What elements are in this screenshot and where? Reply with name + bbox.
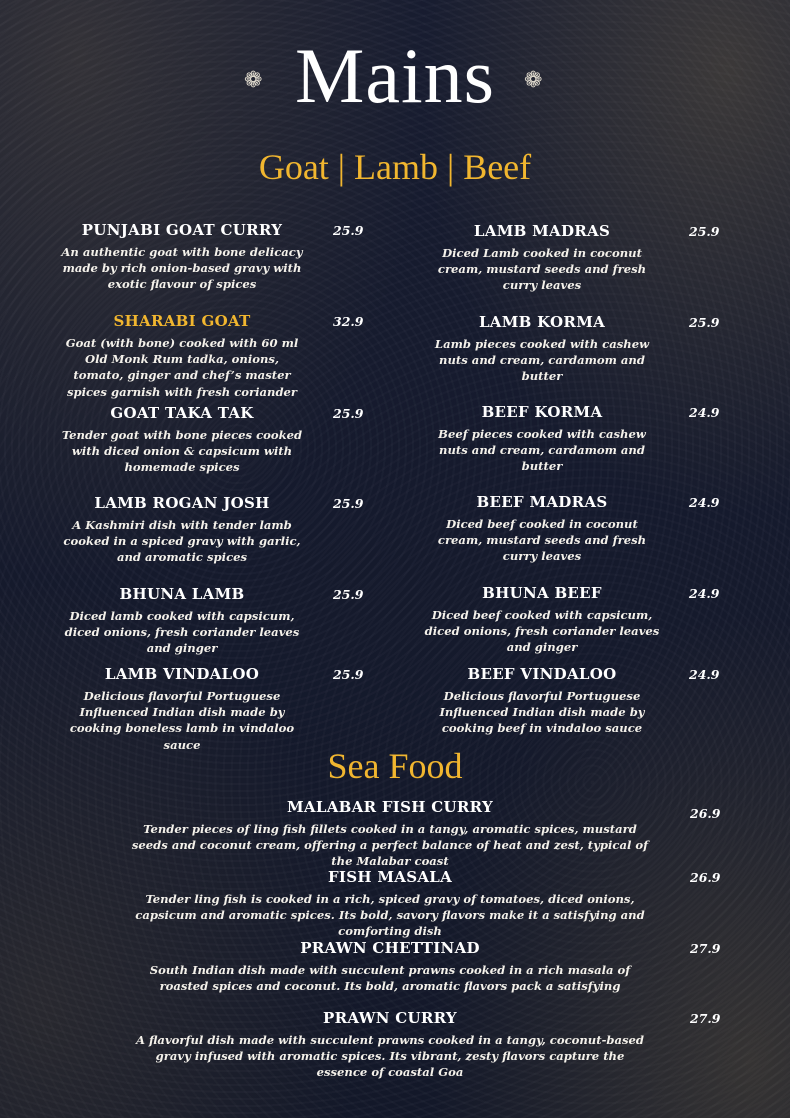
item-name: BHUNA BEEF — [482, 584, 602, 602]
item-price: 25.9 — [333, 406, 364, 421]
item-description: South Indian dish made with succulent prawns cooked in a rich masala of roasted spices and coconut. Its bold, aromatic flavors pack a satisfying — [149, 963, 631, 994]
item-description: Diced beef cooked in coconut cream, mustard seeds and fresh curry leaves — [437, 517, 647, 564]
item-description: Diced lamb cooked with capsicum, diced onions, fresh coriander leaves and ginger — [64, 609, 300, 656]
menu-item — [60, 404, 304, 476]
page-title: Mains — [295, 32, 495, 119]
item-description: Lamb pieces cooked with cashew nuts and cream, cardamom and butter — [434, 337, 650, 384]
item-price: 25.9 — [689, 224, 720, 239]
flower-ornament-icon: ❁ — [244, 68, 263, 93]
menu-item — [60, 585, 304, 657]
menu-item — [130, 939, 650, 994]
item-description: Goat (with bone) cooked with 60 ml Old Monk Rum tadka, onions, tomato, ginger and chef’s master spices garnish with fresh coriander — [65, 336, 299, 399]
menu-item — [424, 493, 660, 565]
item-name: MALABAR FISH CURRY — [287, 798, 493, 816]
item-name: BEEF MADRAS — [476, 493, 608, 511]
menu-item — [424, 222, 660, 294]
item-price: 26.9 — [690, 870, 721, 885]
item-name: BEEF VINDALOO — [467, 665, 617, 683]
flower-ornament-icon: ❁ — [524, 68, 543, 93]
item-name: FISH MASALA — [327, 868, 453, 886]
item-description: Diced beef cooked with capsicum, diced onions, fresh coriander leaves and ginger — [424, 608, 660, 655]
item-description: Delicious flavorful Portuguese Influenced Indian dish made by cooking beef in vindaloo sauce — [439, 689, 645, 736]
item-description: Delicious flavorful Portuguese Influenced Indian dish made by cooking boneless lamb in vindaloo sauce — [69, 689, 295, 752]
item-price: 25.9 — [333, 223, 364, 238]
item-name: BHUNA LAMB — [119, 585, 245, 603]
item-name: LAMB ROGAN JOSH — [94, 494, 270, 512]
menu-item — [60, 665, 304, 753]
item-price: 24.9 — [689, 495, 720, 510]
item-price: 24.9 — [689, 586, 720, 601]
item-description: Beef pieces cooked with cashew nuts and cream, cardamom and butter — [438, 427, 646, 474]
item-name: PUNJABI GOAT CURRY — [81, 221, 283, 239]
item-price: 27.9 — [690, 941, 721, 956]
menu-item — [60, 494, 304, 566]
menu-item — [60, 312, 304, 400]
item-price: 24.9 — [689, 405, 720, 420]
item-price: 25.9 — [333, 667, 364, 682]
item-price: 32.9 — [333, 314, 364, 329]
menu-item — [424, 313, 660, 385]
item-description: Tender goat with bone pieces cooked with diced onion & capsicum with homemade spices — [61, 428, 303, 475]
menu-item — [130, 1009, 650, 1081]
item-price: 25.9 — [689, 315, 720, 330]
item-name: GOAT TAKA TAK — [110, 404, 254, 422]
item-name: LAMB KORMA — [478, 313, 606, 331]
item-price: 26.9 — [690, 806, 721, 821]
item-price: 27.9 — [690, 1011, 721, 1026]
item-price: 25.9 — [333, 496, 364, 511]
menu-item — [60, 221, 304, 293]
menu-item — [424, 665, 660, 737]
item-name: SHARABI GOAT — [113, 312, 251, 330]
item-description: A Kashmiri dish with tender lamb cooked in a spiced gravy with garlic, and aromatic spices — [63, 518, 301, 565]
item-name: LAMB VINDALOO — [104, 665, 260, 683]
menu-item — [424, 403, 660, 475]
item-description: A flavorful dish made with succulent prawns cooked in a tangy, coconut-based gravy infused with aromatic spices. Its vibrant, zesty flavors capture the essence of coastal Goa — [135, 1033, 645, 1080]
menu-item — [130, 868, 650, 940]
menu-item — [424, 584, 660, 656]
item-description: Tender pieces of ling fish fillets cooked in a tangy, aromatic spices, mustard seeds and coconut cream, offering a perfect balance of heat and zest, typical of the Malabar coast — [131, 822, 649, 869]
menu-item — [130, 798, 650, 870]
item-description: Diced Lamb cooked in coconut cream, mustard seeds and fresh curry leaves — [437, 246, 647, 293]
item-name: BEEF KORMA — [481, 403, 603, 421]
item-name: PRAWN CURRY — [323, 1009, 457, 1027]
section-heading-sea-food: Sea Food — [327, 746, 463, 786]
item-description: An authentic goat with bone delicacy made by rich onion-based gravy with exotic flavour of spices — [61, 245, 303, 292]
item-price: 25.9 — [333, 587, 364, 602]
item-description: Tender ling fish is cooked in a rich, spiced gravy of tomatoes, diced onions, capsicum and aromatic spices. Its bold, savory flavors make it a satisfying and comforting dish — [135, 892, 645, 939]
section-heading-goat-lamb-beef: Goat | Lamb | Beef — [258, 147, 532, 187]
item-name: PRAWN CHETTINAD — [300, 939, 480, 957]
item-name: LAMB MADRAS — [473, 222, 611, 240]
item-price: 24.9 — [689, 667, 720, 682]
